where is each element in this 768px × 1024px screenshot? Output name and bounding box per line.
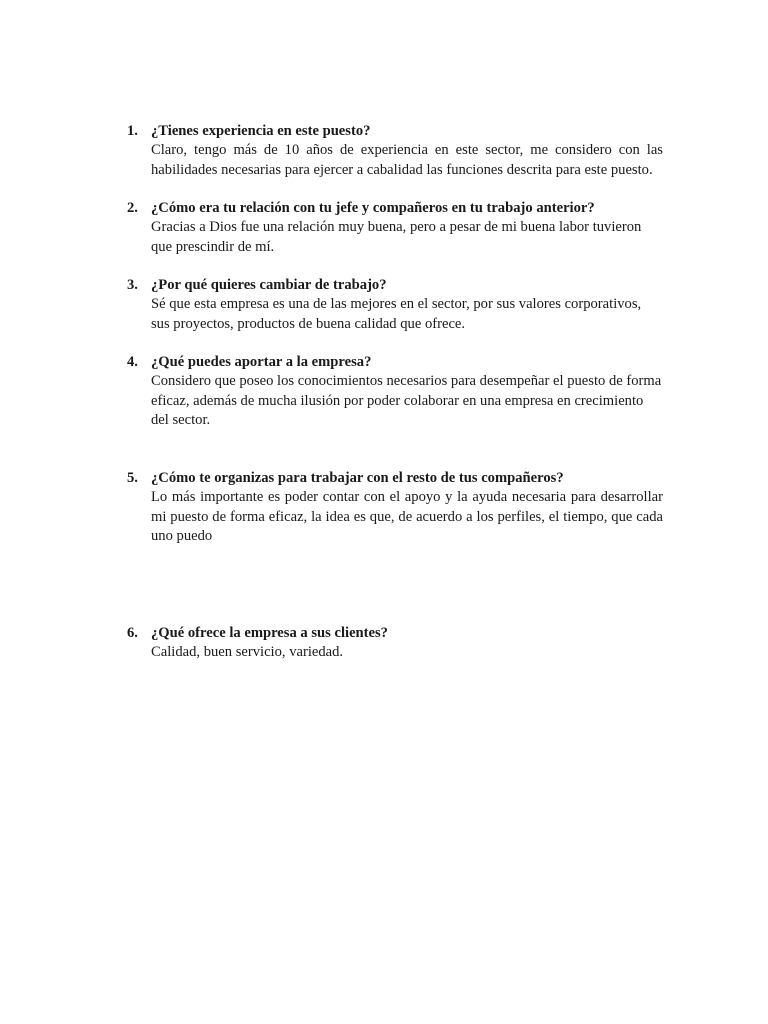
item-number: 6.	[127, 625, 138, 641]
list-item	[127, 353, 663, 431]
item-content	[151, 353, 663, 431]
item-content	[151, 276, 663, 334]
answer-text: Claro, tengo más de 10 años de experiencia en este sector, me considero con las habilidades necesarias para ejercer a cabalidad las funciones descrita para este puesto.	[151, 142, 663, 178]
list-item	[127, 276, 663, 334]
question-text: ¿Cómo era tu relación con tu jefe y compañeros en tu trabajo anterior?	[151, 200, 595, 216]
item-content	[151, 624, 663, 663]
list-item	[127, 469, 663, 547]
item-content	[151, 469, 663, 547]
question-text: ¿Qué puedes aportar a la empresa?	[151, 354, 372, 370]
list-item	[127, 624, 663, 663]
item-number: 5.	[127, 470, 138, 486]
item-number: 1.	[127, 123, 138, 139]
question-text: ¿Tienes experiencia en este puesto?	[151, 123, 371, 139]
answer-text: Calidad, buen servicio, variedad.	[151, 644, 344, 661]
list-item	[127, 199, 663, 257]
question-text: ¿Por qué quieres cambiar de trabajo?	[151, 277, 387, 293]
answer-text: Lo más importante es poder contar con el apoyo y la ayuda necesaria para desarrollar mi puesto de forma eficaz, la idea es que, de acuerdo a los perfiles, el tiempo, que cada uno puedo	[151, 489, 663, 545]
item-content	[151, 122, 663, 180]
answer-text: Sé que esta empresa es una de las mejores en el sector, por sus valores corporativos, sus proyectos, productos de buena calidad que ofrece.	[151, 296, 642, 332]
answer-text: Gracias a Dios fue una relación muy buena, pero a pesar de mi buena labor tuvieron que prescindir de mí.	[151, 219, 642, 255]
item-content	[151, 199, 663, 257]
list-item	[127, 122, 663, 180]
item-number: 3.	[127, 277, 138, 293]
item-number: 4.	[127, 354, 138, 370]
item-number: 2.	[127, 200, 138, 216]
question-text: ¿Cómo te organizas para trabajar con el resto de tus compañeros?	[151, 470, 564, 486]
question-text: ¿Qué ofrece la empresa a sus clientes?	[151, 625, 388, 641]
answer-text: Considero que poseo los conocimientos necesarios para desempeñar el puesto de forma eficaz, además de mucha ilusión por poder colaborar en una empresa en crecimiento del sector.	[151, 373, 662, 429]
